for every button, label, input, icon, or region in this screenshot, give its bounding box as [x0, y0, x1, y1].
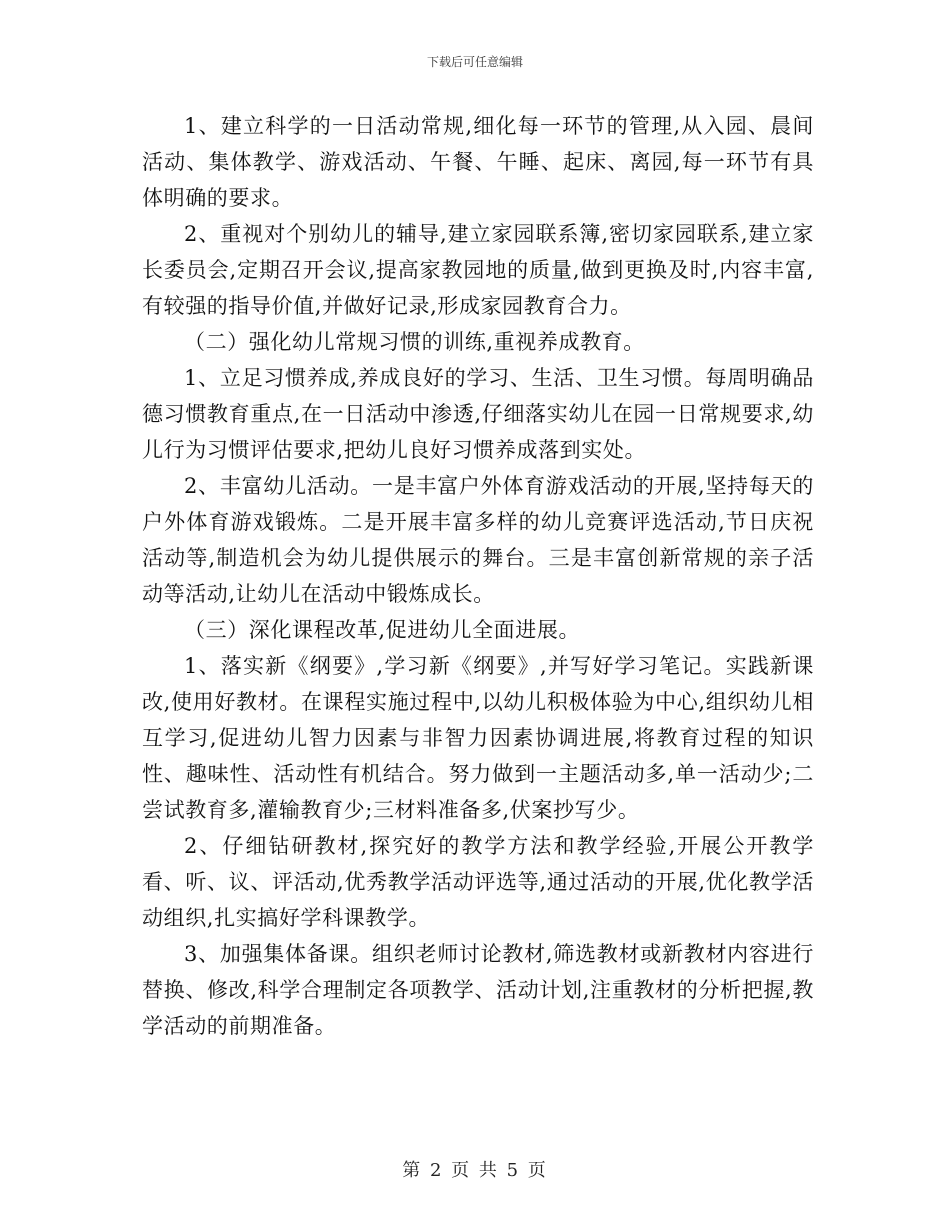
paragraph: 2、仔细钻研教材,探究好的教学方法和教学经验,开展公开教学看、听、议、评活动,优秀教学活动评选等,通过活动的开展,优化教学活动组织,扎实搞好学科课教学。 — [142, 834, 814, 930]
paragraph: 1、立足习惯养成,养成良好的学习、生活、卫生习惯。每周明确品德习惯教育重点,在一日活动中渗透,仔细落实幼儿在园一日常规要求,幼儿行为习惯评估要求,把幼儿良好习惯养成落到实处。 — [142, 366, 814, 462]
paragraph: 2、丰富幼儿活动。一是丰富户外体育游戏活动的开展,坚持每天的户外体育游戏锻炼。二是开展丰富多样的幼儿竞赛评选活动,节日庆祝活动等,制造机会为幼儿提供展示的舞台。三是丰富创新常规的亲子活动等活动,让幼儿在活动中锻炼成长。 — [142, 474, 814, 606]
paragraph: 1、建立科学的一日活动常规,细化每一环节的管理,从入园、晨间活动、集体教学、游戏活动、午餐、午睡、起床、离园,每一环节有具体明确的要求。 — [142, 114, 814, 210]
document-body — [142, 108, 814, 1044]
page-number: 第 2 页 共 5 页 — [402, 1160, 548, 1181]
paragraph: 2、重视对个别幼儿的辅导,建立家园联系簿,密切家园联系,建立家长委员会,定期召开会议,提高家教园地的质量,做到更换及时,内容丰富,有较强的指导价值,并做好记录,形成家园教育合力。 — [142, 222, 814, 318]
page-header: 下载后可任意编辑 — [426, 55, 523, 69]
paragraph: 1、落实新《纲要》,学习新《纲要》,并写好学习笔记。实践新课改,使用好教材。在课程实施过程中,以幼儿积极体验为中心,组织幼儿相互学习,促进幼儿智力因素与非智力因素协调进展,将教育过程的知识性、趣味性、活动性有机结合。努力做到一主题活动多,单一活动少;二尝试教育多,灌输教育少;三材料准备多,伏案抄写少。 — [142, 654, 814, 822]
section-heading: （二）强化幼儿常规习惯的训练,重视养成教育。 — [184, 330, 645, 354]
paragraph: 3、加强集体备课。组织老师讨论教材,筛选教材或新教材内容进行替换、修改,科学合理制定各项教学、活动计划,注重教材的分析把握,教学活动的前期准备。 — [142, 942, 814, 1038]
section-heading: （三）深化课程改革,促进幼儿全面进展。 — [184, 618, 581, 642]
